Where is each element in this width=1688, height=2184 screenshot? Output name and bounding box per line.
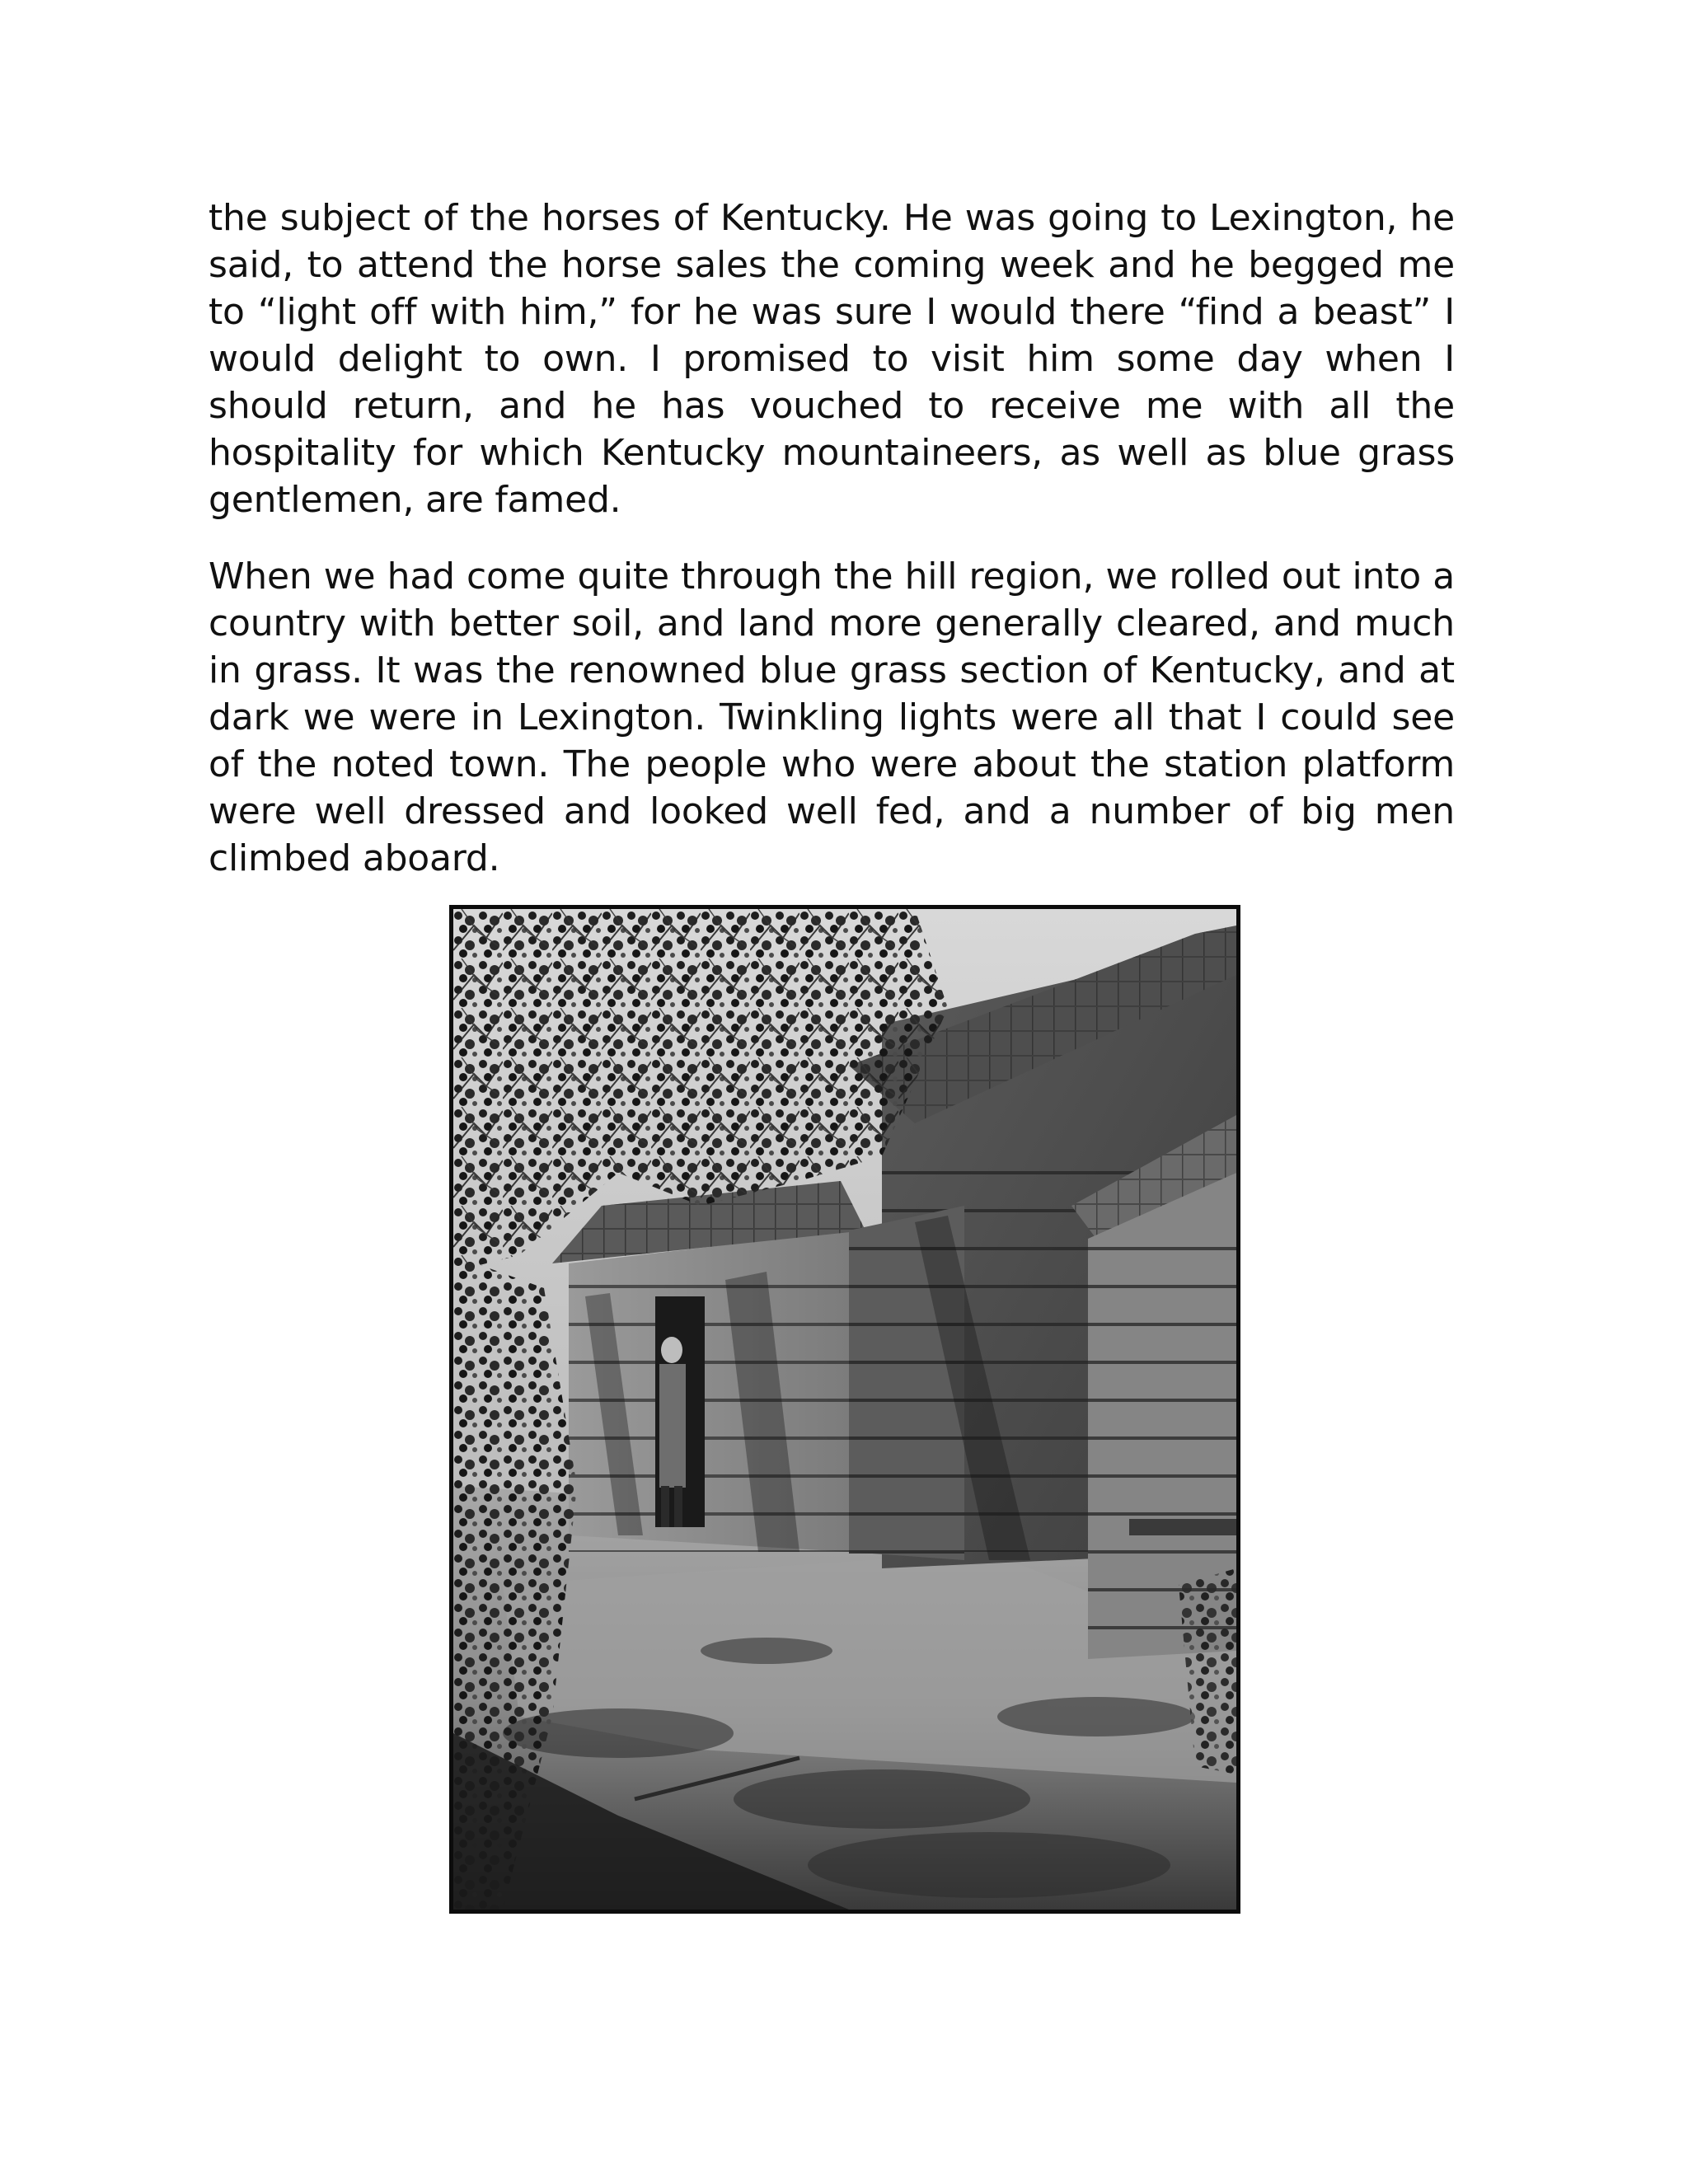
cabin-photograph <box>449 905 1240 1914</box>
body-text <box>209 194 1455 882</box>
paragraph-2: When we had come quite through the hill region, we rolled out into a country with better soil, and land more generally cleared, and much in grass. It was the renowned blue grass section of Kentucky, and at dark we were in Lexington. Twinkling lights were all that I could see of the noted town. The people who were about the station platform were well dressed and looked well fed, and a number of big men climbed aboard. <box>209 555 1455 879</box>
cabin-photograph-drawing <box>453 909 1236 1910</box>
paragraph-1: the subject of the horses of Kentucky. He was going to Lexington, he said, to attend the horse sales the coming week and he begged me to “light off with him,” for he was sure I would there “find a beast” I would delight to own. I promised to visit him some day when I should return, and he has vouched to receive me with all the hospitality for which Kentucky mountaineers, as well as blue grass gentlemen, are famed. <box>209 197 1455 521</box>
